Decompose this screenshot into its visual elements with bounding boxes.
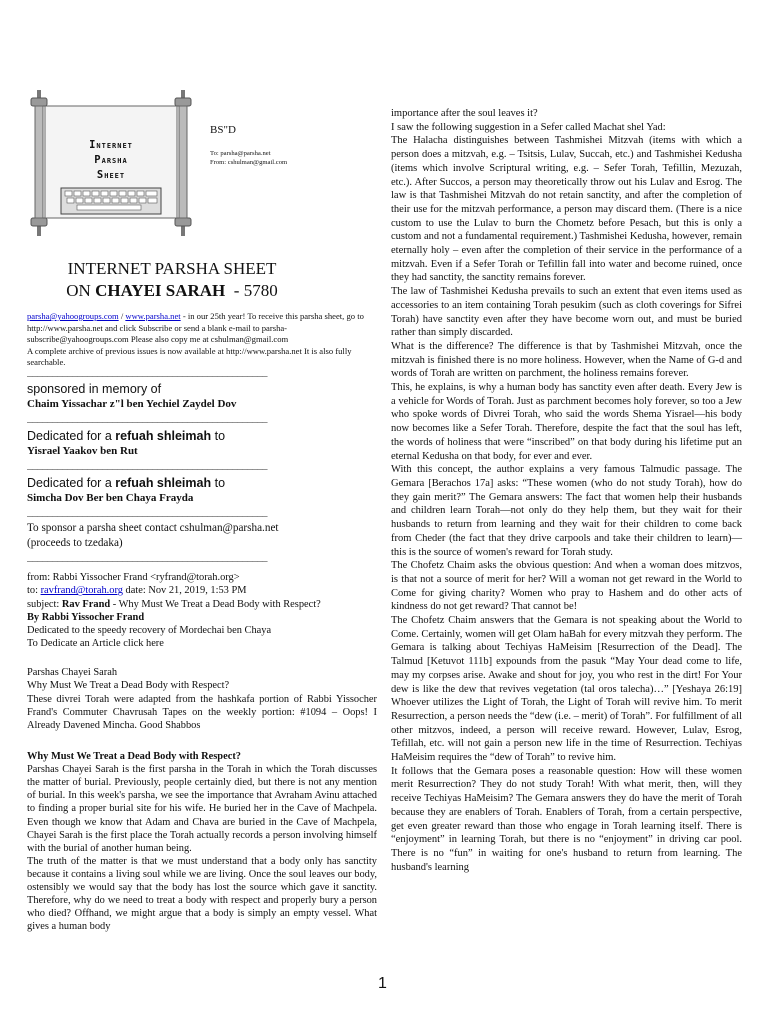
- dedication-2: Dedicated for a refuah shleimah to: [27, 476, 226, 490]
- article-heading: Why Must We Treat a Dead Body with Respect?: [27, 751, 241, 762]
- sponsor-contact: To sponsor a parsha sheet contact cshulman@parsha.net: [27, 522, 279, 534]
- article-paragraph-1: Parshas Chayei Sarah is the first parsha in the Torah in which the Torah discusses the matter of burial. Previously, people certainly died, but there is not any mention of burial. In this week's parsha, we see the importance that Avraham Avinu attached to finding a proper burial site for his wife. He buried her in the Cave of Machpela. Even though we know that Adam and Chava are buried in the Cave of Machpela, Chayei Sarah is the first place the Torah actually records a person involving himself with the burial of another human being.: [27, 764, 377, 854]
- right-paragraph-3: The law of Tashmishei Kedusha prevails to such an extent that even items used as accessories to an item containing Torah pesukim (such as cloth coverings for Sifrei Torah) have sanctity even after they have become worn out, and must be buried rather than simply discarded.: [391, 286, 742, 339]
- page-title: [27, 258, 317, 302]
- to-from-block: [210, 149, 287, 167]
- to-line: To: parsha@parsha.net: [210, 150, 271, 157]
- email-from: from: Rabbi Yissocher Frand <ryfrand@torah.org>: [27, 572, 240, 583]
- right-paragraph-9: It follows that the Gemara poses a reasonable question: How will these women merit Resurrection? They do not study Torah! With what merit, then, will they receive Techiyas HaMeisim? The Gemara answers they do have the merit of Torah because they are enablers of Torah. Enablers of Torah, from a certain perspective, get even greater reward than those who engage in Torah learning itself. There is “enjoyment” in learning Torah, but there is no “enjoyment” in driving car pool. There is no “fun” in waiting for one's husband to return from learning. The husband's learning: [391, 765, 742, 873]
- page-number: 1: [378, 975, 387, 992]
- article-paragraph-2: The truth of the matter is that we must understand that a body only has sanctity because it contains a living soul while we are living. Once the soul leaves our body, ostensibly we would say that the body has lost the source which gave it sanctity. Therefore, why do we need to treat a body with respect and properly bury a person who died? Offhand, we might argue that a body is simply an empty vessel. What gives a human body: [27, 855, 377, 933]
- contact-block: [27, 311, 377, 369]
- intro-heading: Why Must We Treat a Dead Body with Respect?: [27, 680, 230, 692]
- logo-line-3: Sheet: [96, 169, 126, 181]
- parsha-name: CHAYEI SARAH: [95, 281, 226, 300]
- article-left: [27, 750, 377, 933]
- bsd-label: BS"D: [210, 124, 236, 136]
- right-paragraph-8: The Chofetz Chaim answers that the Gemara is not speaking about the World to Come. Certainly, women will get Olam haBah for every mitzvah they perform. The Gemara is talking about Techiyas HaMeisim [Resurrection of the Dead]. The Talmud [Ketuvot 111b] expounds from the pasuk “May Your dead come to life, may my corpses arise. Awake and shout for joy, you who rest in the dirt! For Your dew is like the dew that revives vegetation (tal oros talecha)…” [Yeshaya 26:19] Whoever utilizes the Light of Torah, the Light of Torah will revive him. To merit Resurrection, a person needs the “dew (i.e. – merit) of Torah”. For fulfillment of all other mitzvos, indeed, a person will receive reward. However, Lulav, Esrog, Tefillah, etc. will not gain a person new life in the time of Resurrection. Techiyas HaMeisim requires the “dew of Torah” to revive him.: [391, 615, 742, 764]
- logo-line-2: Parsha: [94, 154, 128, 166]
- archive-info: A complete archive of previous issues is now available at http://www.parsha.net It is also fully searchable.: [27, 345, 352, 368]
- right-paragraph-1: I saw the following suggestion in a Sefer called Machat shel Yad:: [391, 121, 666, 133]
- sponsor-proceeds: (proceeds to tzedaka): [27, 537, 123, 549]
- divider: ________________________________________________: [27, 412, 267, 424]
- parsha-name-line: Parshas Chayei Sarah: [27, 667, 118, 678]
- right-paragraph-6: With this concept, the author explains a very famous Talmudic passage. The Gemara [Berachos 17a] asks: “These women (who do not study Torah), how do they gain merit?” The Gemara answers: The fact that women help their husbands and children learn Torah—not only do they help them, but they wait for their husbands to return from learning and they wait for their children to come back from Cheder (the fact that they drive carpools and take their children to learn)—this is the source of women's reward for Torah study.: [391, 464, 742, 558]
- sponsorship-block: [27, 366, 377, 563]
- title-line-2: ON CHAYEI SARAH - 5780: [66, 281, 278, 300]
- title-line-1: INTERNET PARSHA SHEET: [67, 259, 277, 278]
- email-subject: subject: Rav Frand - Why Must We Treat a Dead Body with Respect?: [27, 598, 321, 610]
- dedication-1: Dedicated for a refuah shleimah to: [27, 429, 226, 443]
- ravfrand-link[interactable]: ravfrand@torah.org: [40, 585, 123, 597]
- article-right-column: [391, 107, 742, 874]
- intro-paragraph: These divrei Torah were adapted from the hashkafa portion of Rabbi Yissocher Frand's Commuter Chavrusah Tapes on the weekly portion: #1094 – Oops! I Already Davened Mincha. Good Shabbos: [27, 693, 377, 731]
- divider: ________________________________________________: [27, 551, 267, 563]
- divider: ________________________________________________: [27, 506, 267, 518]
- from-line: From: cshulman@gmail.com: [210, 159, 288, 166]
- right-paragraph-5: This, he explains, is why a human body has sanctity even after death. Every Jew is a vehicle for Words of Torah. Just as parchment becomes holy forever, so too a Jew who spoke words of Divrei Torah, who said the words Shema Yisrael—his body now becomes like a Sefer Torah. Therefore, despite the fact that the soul has left, the words of holiness that were “inscribed” on that body during his lifetime put an eternal Kedusha on that body, for ever and ever.: [391, 382, 742, 462]
- dedication-line: Dedicated to the speedy recovery of Mordechai ben Chaya: [27, 625, 272, 637]
- right-paragraph-2: The Halacha distinguishes between Tashmishei Mitzvah (items with which a person does a mitzvah, e.g. – Tsitsis, Lulav, Succah, etc.) and Tashmishei Kedusha (items which involve Scriptural writing, e.g. – Sefer Torah, Tefillin, Mezuzah, etc.). After Succos, a person may theoretically throw out his Lulav and Esrog. The law is that Tashmishei Mitzvah do not retain sanctity, and after the completion of their use for the mitzvah performance, a person may discard them. (There is a nice custom to use the Lulav to burn the Chometz before Pesach, but this is only a custom and not a fundamental requirement.) Tashmishei Kedusha, however, remain eternally holy – even after the completion of their service in the performance of a mitzvah. Even if a Sefer Torah or Tefillin fall into water and become ruined, once they had sanctity, the sanctity remains forever.: [391, 135, 742, 284]
- sponsor-name-1: Chaim Yissachar z"l ben Yechiel Zaydel Dov: [27, 398, 237, 410]
- sponsor-name-3: Simcha Dov Ber ben Chaya Frayda: [27, 492, 194, 504]
- internet-parsha-sheet-logo: [27, 88, 197, 238]
- logo-text: [65, 138, 157, 183]
- subscribe-info: parsha@yahoogroups.com / www.parsha.net - in our 25th year! To receive this parsha sheet, go to http://www.parsha.net and click Subscribe or send a blank e-mail to parsha-subscribe@yahoogroups.com Please also copy me at cshulman@gmail.com: [27, 311, 364, 345]
- right-paragraph-0: importance after the soul leaves it?: [391, 108, 538, 119]
- yahoogroups-link[interactable]: parsha@yahoogroups.com: [27, 311, 119, 321]
- dedicate-article-link[interactable]: To Dedicate an Article click here: [27, 638, 164, 650]
- right-paragraph-4: What is the difference? The difference is that by Tashmishei Mitzvah, once the mitzvah is finished there is no more holiness. However, when the Name of G-d and words of Torah are written on parchment, the holiness remains forever.: [391, 340, 742, 380]
- sponsor-name-2: Yisrael Yaakov ben Rut: [27, 445, 138, 457]
- email-to: to: ravfrand@torah.org date: Nov 21, 2019, 1:53 PM: [27, 585, 247, 597]
- logo-line-1: Internet: [89, 139, 133, 151]
- divider: ________________________________________________: [27, 459, 267, 471]
- sponsor-line: sponsored in memory of: [27, 382, 162, 396]
- byline: By Rabbi Yissocher Frand: [27, 611, 145, 623]
- divider: ________________________________________________: [27, 366, 267, 378]
- parsha-net-link[interactable]: www.parsha.net: [125, 311, 181, 321]
- right-paragraph-7: The Chofetz Chaim asks the obvious question: And when a woman does mitzvos, is that not a source of merit for her? Will a woman not get reward in the World to Come for giving charity? Women who pray to Hashem and do other acts of kindness do not get reward? That cannot be!: [391, 560, 742, 613]
- email-header: [27, 571, 377, 651]
- intro-block: [27, 666, 377, 732]
